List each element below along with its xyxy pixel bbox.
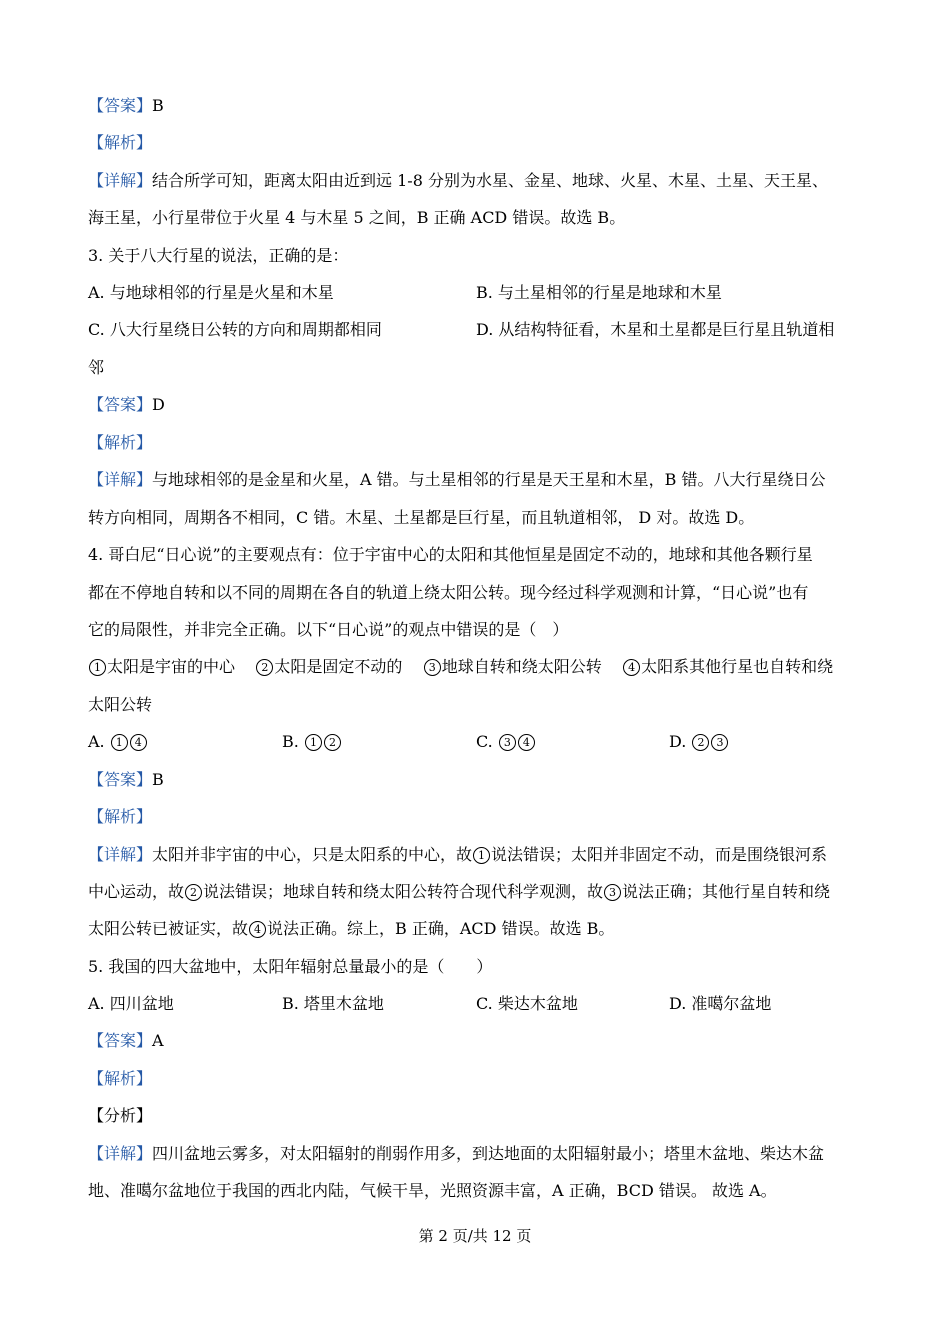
q3-answer: D xyxy=(152,395,165,414)
q5-question: 5. 我国的四大盆地中，太阳年辐射总量最小的是（ ） xyxy=(88,957,493,976)
q3-option-d-cont: 邻 xyxy=(88,358,105,377)
circled-number: 2 xyxy=(256,659,273,676)
q4-statements: 1 太阳是宇宙的中心 2 太阳是固定不动的 3 地球自转和绕太阳公转 4 太阳系其他行星也自转和绕 xyxy=(88,657,833,677)
q2-detail-line-2: 海王星，小行星带位于火星 4 与木星 5 之间，B 正确 ACD 错误。故选 B。 xyxy=(88,208,626,227)
q5-analysis-tag: 【解析】 xyxy=(88,1069,153,1088)
q4-answer: B xyxy=(152,770,164,789)
detail-tag: 【详解】 xyxy=(88,171,153,190)
q5-answer-line: 【答案】A xyxy=(88,1031,164,1050)
q3-detail-line-1: 【详解】与地球相邻的是金星和火星，A 错。与土星相邻的行星是天王星和木星，B 错。八大行星绕日公 xyxy=(88,470,826,489)
page-footer: 第 2 页/共 12 页 xyxy=(418,1227,532,1245)
q5-option-d: D. 准噶尔盆地 xyxy=(669,994,772,1013)
circled-number: 1 xyxy=(89,659,106,676)
q5-analyze-tag: 【分析】 xyxy=(88,1106,153,1125)
q4-question-line-1: 4. 哥白尼“日心说”的主要观点有：位于宇宙中心的太阳和其他恒星是固定不动的，地球和其他各颗行星 xyxy=(88,545,813,564)
q3-option-a: A. 与地球相邻的行星是火星和木星 xyxy=(88,283,334,302)
q4-option-a: A. 1 4 xyxy=(88,732,148,752)
q2-detail-line-1: 【详解】结合所学可知，距离太阳由近到远 1-8 分别为水星、金星、地球、火星、木星、土星、天王星、 xyxy=(88,171,828,190)
q3-option-c: C. 八大行星绕日公转的方向和周期都相同 xyxy=(88,320,382,339)
q5-option-a: A. 四川盆地 xyxy=(88,994,174,1013)
q3-option-b: B. 与土星相邻的行星是地球和木星 xyxy=(476,283,722,302)
q4-option-d: D. 2 3 xyxy=(669,732,729,752)
q4-question-line-2: 都在不停地自转和以不同的周期在各自的轨道上绕太阳公转。现今经过科学观测和计算，“日心说”也有 xyxy=(88,583,809,602)
q4-detail-line-2: 中心运动，故 2 说法错误；地球自转和绕太阳公转符合现代科学观测，故 3 说法正确；其他行星自转和绕 xyxy=(88,882,831,901)
circled-number: 4 xyxy=(623,659,640,676)
q5-detail-line-1: 【详解】四川盆地云雾多，对太阳辐射的削弱作用多，到达地面的太阳辐射最小；塔里木盆地、柴达木盆 xyxy=(88,1144,825,1163)
q5-answer: A xyxy=(152,1031,164,1050)
answer-tag: 【答案】 xyxy=(88,96,153,115)
q4-answer-line: 【答案】B xyxy=(88,770,164,789)
q3-answer-line: 【答案】D xyxy=(88,395,165,414)
q3-detail-line-2: 转方向相同，周期各不相同，C 错。木星、土星都是巨行星，而且轨道相邻， D 对。故选 D。 xyxy=(88,508,755,527)
q4-question-line-3: 它的局限性，并非完全正确。以下“日心说”的观点中错误的是（ ） xyxy=(88,620,569,639)
q4-option-c: C. 3 4 xyxy=(476,732,536,752)
q2-analysis-tag: 【解析】 xyxy=(88,133,153,152)
q5-option-b: B. 塔里木盆地 xyxy=(282,994,384,1013)
q2-answer: B xyxy=(152,96,164,115)
q5-detail-line-2: 地、准噶尔盆地位于我国的西北内陆，气候干旱，光照资源丰富，A 正确，BCD 错误。 故选 A。 xyxy=(88,1181,777,1200)
circled-number: 3 xyxy=(424,659,441,676)
q3-analysis-tag: 【解析】 xyxy=(88,433,153,452)
q3-option-d: D. 从结构特征看，木星和土星都是巨行星且轨道相 xyxy=(476,320,835,339)
q3-question: 3. 关于八大行星的说法，正确的是： xyxy=(88,246,349,265)
q4-detail-line-3: 太阳公转已被证实，故 4 说法正确。综上，B 正确，ACD 错误。故选 B。 xyxy=(88,919,615,938)
q4-statements-cont: 太阳公转 xyxy=(88,695,153,714)
q4-option-b: B. 1 2 xyxy=(282,732,342,752)
q2-answer-line xyxy=(88,96,164,116)
q5-option-c: C. 柴达木盆地 xyxy=(476,994,578,1013)
q4-analysis-tag: 【解析】 xyxy=(88,807,153,826)
q4-detail-line-1: 【详解】太阳并非宇宙的中心，只是太阳系的中心，故 1 说法错误；太阳并非固定不动，而是围绕银河系 xyxy=(88,845,828,864)
